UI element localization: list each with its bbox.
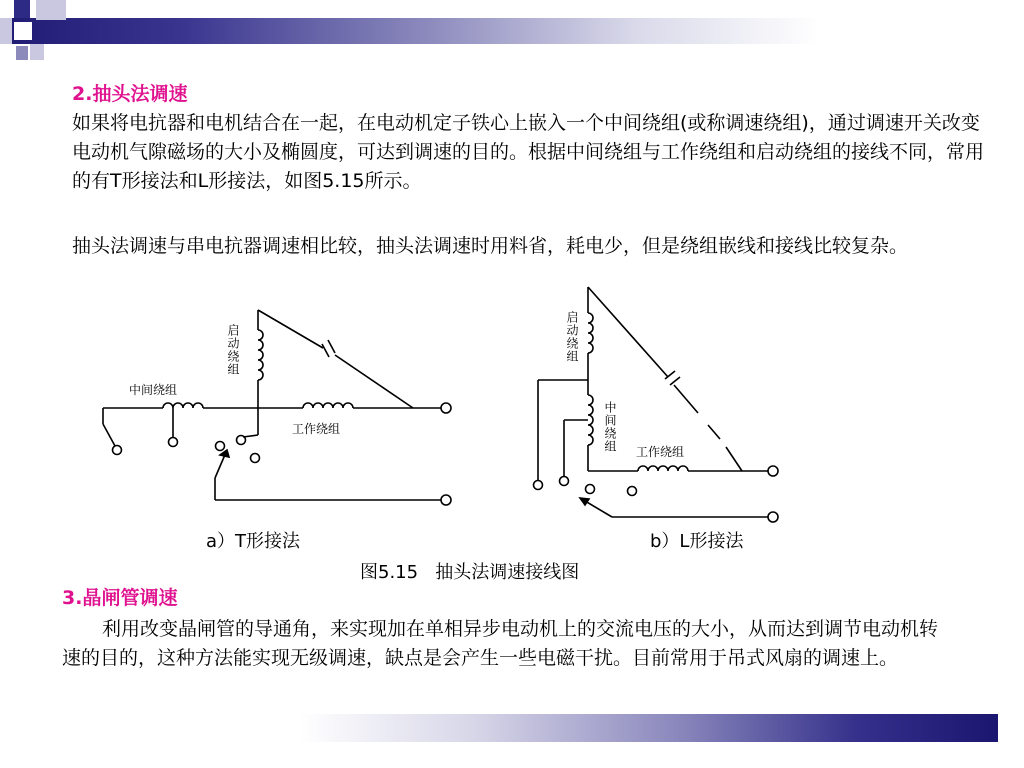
decor-square	[14, 22, 32, 40]
decor-square	[14, 0, 30, 18]
decor-square	[36, 0, 66, 20]
diagram-b-work-winding-label: 工作绕组	[636, 445, 685, 459]
diagram-a-work-winding-label: 工作绕组	[292, 422, 341, 436]
figure-title: 图5.15 抽头法调速接线图	[360, 562, 580, 583]
diagram-a-caption: a）T形接法	[206, 531, 301, 552]
diagram-b-caption: b）L形接法	[650, 531, 744, 552]
section-3-paragraph: 利用改变晶闸管的导通角，来实现加在单相异步电动机上的交流电压的大小，从而达到调节电动机转速的目的，这种方法能实现无级调速，缺点是会产生一些电磁干扰。目前常用于吊式风扇的调速上。	[62, 618, 939, 669]
diagram-b-middle-winding-label: 中间绕组	[603, 401, 617, 453]
section-2-heading: 2.抽头法调速	[72, 83, 188, 105]
diagram-a-start-winding-label: 启动绕组	[226, 324, 240, 376]
decor-square	[30, 44, 44, 60]
diagram-a-middle-winding-label: 中间绕组	[129, 383, 178, 397]
decor-square	[16, 46, 28, 60]
footer-gradient-band	[300, 714, 998, 742]
decor-square	[0, 18, 12, 44]
diagram-b-start-winding-label: 启动绕组	[565, 311, 579, 363]
diagram-b-l-connection	[520, 285, 790, 525]
section-2-paragraph-2: 抽头法调速与串电抗器调速相比较，抽头法调速时用料省，耗电少，但是绕组嵌线和接线比较复杂。	[72, 235, 909, 257]
header-gradient-band	[0, 18, 1024, 44]
section-3-heading: 3.晶闸管调速	[62, 587, 178, 609]
section-2-paragraph-1: 如果将电抗器和电机结合在一起，在电动机定子铁心上嵌入一个中间绕组(或称调速绕组)，通过调速开关改变电动机气隙磁场的大小及椭圆度，可达到调速的目的。根据中间绕组与工作绕组和启动绕组的接线不同，常用的有T形接法和L形接法，如图5.15所示。	[72, 112, 985, 192]
diagram-a-t-connection	[95, 300, 475, 525]
